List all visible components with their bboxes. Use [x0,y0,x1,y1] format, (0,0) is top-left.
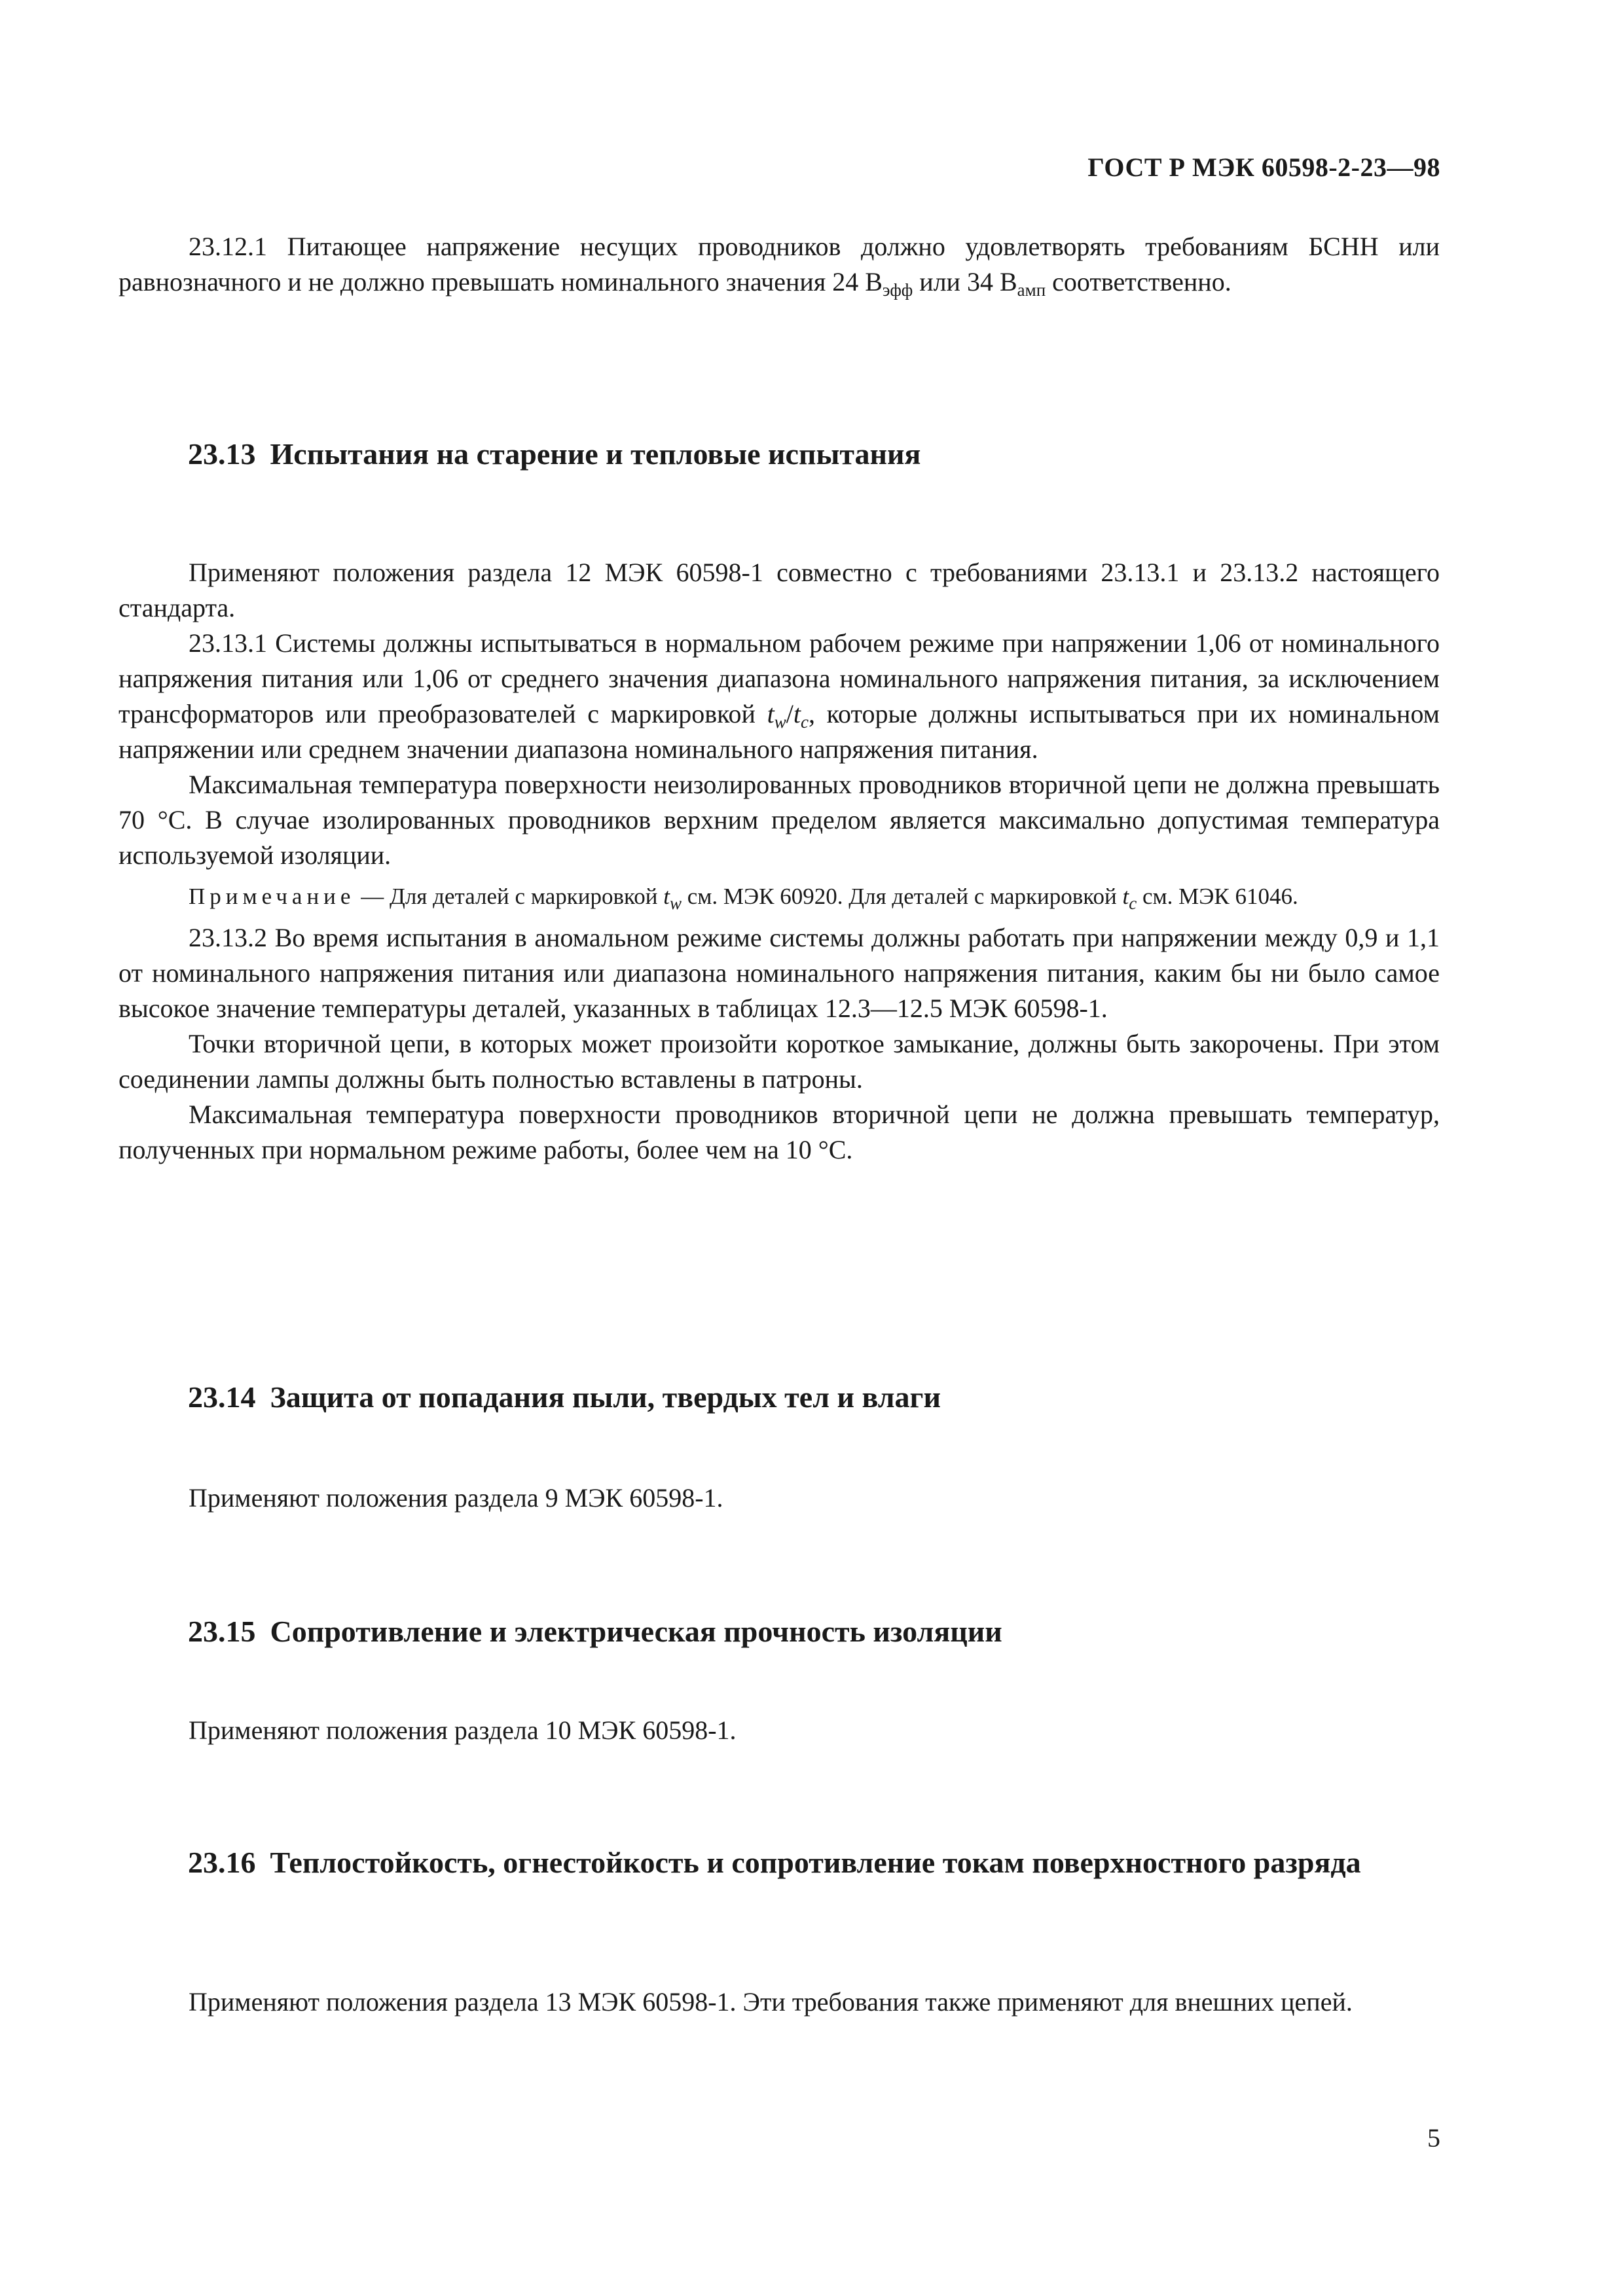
subscript-amp: амп [1017,280,1046,300]
section-23-16-body [119,1984,1440,2020]
paragraph-23-16: Применяют положения раздела 13 МЭК 60598-1. Эти требования также применяют для внешних цепей. [189,1987,1353,2017]
heading-title: Испытания на старение и тепловые испытания [270,437,921,471]
paragraph-23-15: Применяют положения раздела 10 МЭК 60598-1. [189,1715,737,1745]
section-23-12-1 [119,229,1440,300]
paragraph-23-14: Применяют положения раздела 9 МЭК 60598-1. [189,1483,723,1513]
heading-title: Защита от попадания пыли, твердых тел и влаги [270,1380,941,1414]
paragraph-23-13-intro: Применяют положения раздела 12 МЭК 60598-1 совместно с требованиями 23.13.1 и 23.13.2 настоящего стандарта. [119,558,1440,622]
subscript-eff: эфф [882,280,913,300]
heading-23-16 [188,1843,1438,1882]
paragraph-23-12-1: 23.12.1 Питающее напряжение несущих проводников должно удовлетворять требованиям БСНН или равнозначного и не должно превышать номинального значения 24 $В_{эфф}$ или 34 $В_{амп}$ соответственно. [119,232,1440,300]
paragraph-23-13-1: 23.13.1 Системы должны испытываться в нормальном рабочем режиме при напряжении 1,06 от номинального напряжения питания или 1,06 от среднего значения диапазона номинального напряжения питания, за исключением трансформаторов или преобразователей с маркировкой $t_w/t_c$, которые должны испытываться при их номинальном напряжении или среднем значении диапазона номинального напряжения питания. [119,628,1440,764]
document-header: ГОСТ Р МЭК 60598-2-23—98 [1087,152,1440,182]
heading-number: 23.16 [188,1846,256,1879]
paragraph-23-13-1-temp: Максимальная температура поверхности неизолированных проводников вторичной цепи не должна превышать 70 °С. В случае изолированных проводников верхним пределом является максимально допустимая температура используемой изоляции. [119,770,1440,870]
section-23-13-body [119,555,1440,1168]
paragraph-23-13-2-temp: Максимальная температура поверхности проводников вторичной цепи не должна превышать температур, полученных при нормальном режиме работы, более чем на 10 °С. [119,1100,1440,1164]
section-23-15-body [119,1713,1440,1748]
paragraph-23-13-2-short: Точки вторичной цепи, в которых может произойти короткое замыкание, должны быть закорочены. При этом соединении лампы должны быть полностью вставлены в патроны. [119,1029,1440,1094]
heading-23-14 [188,1378,1438,1417]
heading-number: 23.15 [188,1615,256,1648]
heading-title: Сопротивление и электрическая прочность изоляции [270,1615,1002,1648]
section-23-14-body [119,1480,1440,1516]
note-label: Примечание [189,884,356,909]
note-23-13-1: Примечание — Для деталей с маркировкой $t_w$ см. МЭК 60920. Для деталей с маркировкой $t_c$ см. МЭК 61046. [189,884,1298,913]
heading-number: 23.13 [188,437,256,471]
heading-number: 23.14 [188,1380,256,1414]
heading-title: Теплостойкость, огнестойкость и сопротивление токам поверхностного разряда [270,1846,1361,1879]
heading-23-13 [188,435,1438,474]
page-number: 5 [1427,2123,1440,2153]
heading-23-15 [188,1612,1438,1651]
paragraph-23-13-2: 23.13.2 Во время испытания в аномальном режиме системы должны работать при напряжении между 0,9 и 1,1 от номинального напряжения питания или диапазона номинального напряжения питания, каким бы ни было самое высокое значение температуры деталей, указанных в таблицах 12.3—12.5 МЭК 60598-1. [119,923,1440,1023]
